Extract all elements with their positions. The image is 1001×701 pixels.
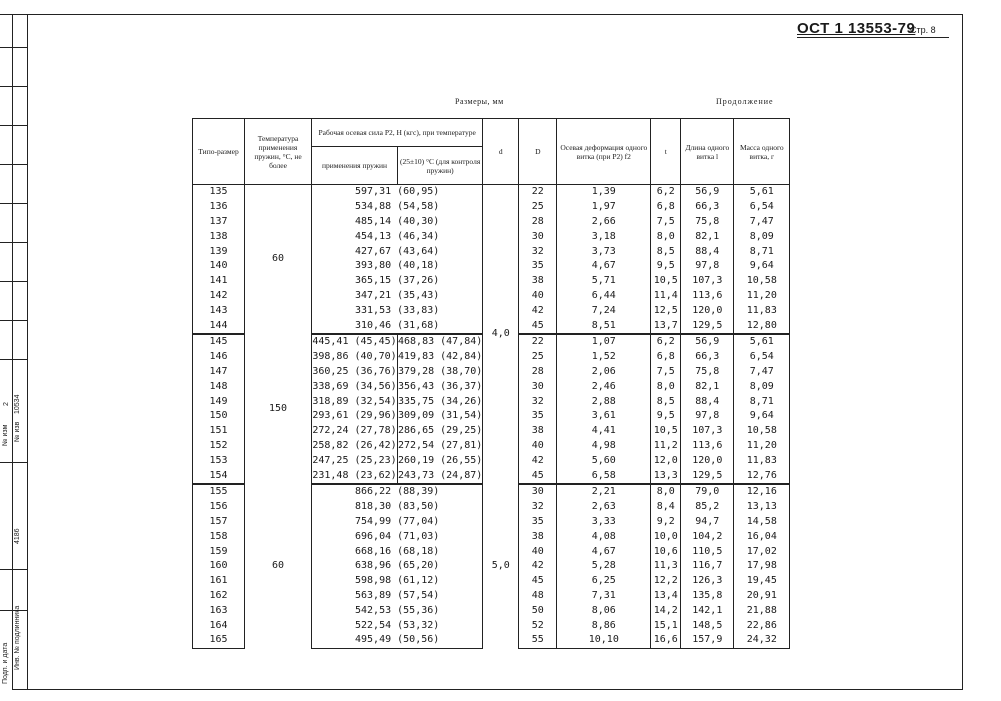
cell-length: 66,3 (681, 200, 734, 215)
header-length: Длина одного витка l (681, 119, 734, 185)
cell-force: 638,96 (65,20) (312, 559, 483, 574)
cell-mass: 14,58 (734, 515, 790, 530)
cell-deformation: 7,31 (557, 589, 651, 604)
cell-mass: 11,83 (734, 453, 790, 468)
stamp-notice-label: № изм (2, 424, 9, 446)
stamp-rule (0, 359, 27, 360)
header-deformation: Осевая деформация одного витка (при P2) f2 (557, 119, 651, 185)
cell-deformation: 4,67 (557, 259, 651, 274)
cell-length: 148,5 (681, 618, 734, 633)
cell-coil-D: 42 (519, 453, 557, 468)
cell-pitch: 12,2 (651, 574, 681, 589)
cell-mass: 13,13 (734, 500, 790, 515)
stamp-inner-line (12, 14, 13, 690)
cell-deformation: 1,97 (557, 200, 651, 215)
cell-type: 157 (193, 515, 245, 530)
cell-pitch: 6,8 (651, 200, 681, 215)
cell-mass: 24,32 (734, 633, 790, 648)
cell-mass: 22,86 (734, 618, 790, 633)
cell-pitch: 13,3 (651, 468, 681, 484)
cell-force-operating: 272,24 (27,78) (312, 424, 398, 439)
cell-pitch: 7,5 (651, 215, 681, 230)
cell-pitch: 6,2 (651, 334, 681, 350)
cell-coil-D: 35 (519, 409, 557, 424)
cell-length: 79,0 (681, 484, 734, 500)
cell-length: 75,8 (681, 365, 734, 380)
cell-deformation: 2,06 (557, 365, 651, 380)
cell-mass: 12,16 (734, 484, 790, 500)
cell-length: 129,5 (681, 468, 734, 484)
cell-length: 142,1 (681, 603, 734, 618)
page-number: Стр. 8 (910, 25, 936, 35)
cell-length: 97,8 (681, 259, 734, 274)
cell-deformation: 10,10 (557, 633, 651, 648)
cell-deformation: 3,18 (557, 229, 651, 244)
cell-deformation: 5,60 (557, 453, 651, 468)
cell-mass: 8,09 (734, 379, 790, 394)
cell-pitch: 13,4 (651, 589, 681, 604)
cell-force-control: 379,28 (38,70) (398, 365, 483, 380)
cell-type: 139 (193, 244, 245, 259)
cell-pitch: 10,6 (651, 544, 681, 559)
cell-type: 155 (193, 484, 245, 500)
cell-length: 82,1 (681, 379, 734, 394)
cell-force: 365,15 (37,26) (312, 274, 483, 289)
cell-pitch: 10,5 (651, 274, 681, 289)
cell-length: 120,0 (681, 453, 734, 468)
cell-type: 156 (193, 500, 245, 515)
header-mass: Масса одного витка, г (734, 119, 790, 185)
cell-mass: 21,88 (734, 603, 790, 618)
cell-deformation: 6,44 (557, 289, 651, 304)
cell-force-control: 419,83 (42,84) (398, 350, 483, 365)
cell-force: 485,14 (40,30) (312, 215, 483, 230)
cell-coil-D: 45 (519, 318, 557, 334)
cell-force-control: 260,19 (26,55) (398, 453, 483, 468)
cell-pitch: 15,1 (651, 618, 681, 633)
cell-coil-D: 38 (519, 274, 557, 289)
cell-force-operating: 231,48 (23,62) (312, 468, 398, 484)
cell-force: 522,54 (53,32) (312, 618, 483, 633)
cell-type: 137 (193, 215, 245, 230)
cell-pitch: 8,0 (651, 229, 681, 244)
stamp-rule (0, 320, 27, 321)
table-row (193, 484, 790, 500)
cell-pitch: 8,0 (651, 379, 681, 394)
cell-force: 495,49 (50,56) (312, 633, 483, 648)
cell-deformation: 3,61 (557, 409, 651, 424)
cell-pitch: 13,7 (651, 318, 681, 334)
cell-deformation: 1,39 (557, 185, 651, 200)
stamp-rule (0, 242, 27, 243)
cell-force: 598,98 (61,12) (312, 574, 483, 589)
stamp-rule (0, 462, 27, 463)
cell-force-control: 468,83 (47,84) (398, 334, 483, 350)
cell-length: 66,3 (681, 350, 734, 365)
cell-force-operating: 360,25 (36,76) (312, 365, 398, 380)
cell-force: 454,13 (46,34) (312, 229, 483, 244)
stamp-rule (0, 164, 27, 165)
cell-type: 146 (193, 350, 245, 365)
table-body (193, 185, 790, 649)
cell-type: 142 (193, 289, 245, 304)
stamp-rule (0, 125, 27, 126)
cell-deformation: 4,41 (557, 424, 651, 439)
margin-stamp (0, 14, 27, 690)
stamp-rule (0, 14, 27, 15)
cell-type: 153 (193, 453, 245, 468)
cell-force-control: 272,54 (27,81) (398, 439, 483, 454)
cell-deformation: 7,24 (557, 303, 651, 318)
header-underline (797, 37, 949, 38)
spring-spec-table (192, 118, 790, 649)
cell-type: 150 (193, 409, 245, 424)
cell-force: 310,46 (31,68) (312, 318, 483, 334)
cell-wire-d: 4,0 (483, 185, 519, 484)
cell-mass: 5,61 (734, 185, 790, 200)
cell-pitch: 8,5 (651, 394, 681, 409)
cell-force: 866,22 (88,39) (312, 484, 483, 500)
cell-pitch: 11,2 (651, 439, 681, 454)
cell-coil-D: 35 (519, 515, 557, 530)
cell-coil-D: 50 (519, 603, 557, 618)
cell-length: 56,9 (681, 185, 734, 200)
cell-pitch: 9,5 (651, 259, 681, 274)
cell-mass: 9,64 (734, 259, 790, 274)
stamp-rule (0, 281, 27, 282)
cell-type: 159 (193, 544, 245, 559)
cell-deformation: 4,08 (557, 529, 651, 544)
cell-pitch: 6,2 (651, 185, 681, 200)
cell-force: 696,04 (71,03) (312, 529, 483, 544)
cell-length: 113,6 (681, 289, 734, 304)
cell-coil-D: 42 (519, 559, 557, 574)
stamp-rule (0, 47, 27, 48)
cell-coil-D: 40 (519, 544, 557, 559)
cell-deformation: 2,63 (557, 500, 651, 515)
cell-type: 149 (193, 394, 245, 409)
cell-mass: 16,04 (734, 529, 790, 544)
frame-left-line (27, 14, 28, 690)
cell-mass: 17,02 (734, 544, 790, 559)
cell-length: 75,8 (681, 215, 734, 230)
cell-deformation: 6,58 (557, 468, 651, 484)
cell-deformation: 6,25 (557, 574, 651, 589)
cell-pitch: 8,4 (651, 500, 681, 515)
cell-force: 534,88 (54,58) (312, 200, 483, 215)
cell-type: 154 (193, 468, 245, 484)
cell-force-operating: 445,41 (45,45) (312, 334, 398, 350)
cell-coil-D: 30 (519, 229, 557, 244)
header-force: Рабочая осевая сила P2, Н (кгс), при температуре (312, 119, 483, 147)
cell-length: 157,9 (681, 633, 734, 648)
cell-mass: 10,58 (734, 424, 790, 439)
cell-force-operating: 293,61 (29,96) (312, 409, 398, 424)
cell-force: 818,30 (83,50) (312, 500, 483, 515)
cell-force: 331,53 (33,83) (312, 303, 483, 318)
cell-length: 129,5 (681, 318, 734, 334)
cell-coil-D: 28 (519, 215, 557, 230)
cell-type: 135 (193, 185, 245, 200)
document-id-text: ОСТ 1 13553-79 (797, 20, 916, 37)
cell-type: 152 (193, 439, 245, 454)
cell-deformation: 3,33 (557, 515, 651, 530)
cell-pitch: 12,0 (651, 453, 681, 468)
cell-coil-D: 32 (519, 394, 557, 409)
cell-pitch: 11,3 (651, 559, 681, 574)
cell-coil-D: 32 (519, 244, 557, 259)
cell-type: 145 (193, 334, 245, 350)
cell-temperature: 60 (245, 185, 312, 334)
cell-type: 141 (193, 274, 245, 289)
cell-length: 126,3 (681, 574, 734, 589)
cell-deformation: 2,46 (557, 379, 651, 394)
cell-deformation: 5,71 (557, 274, 651, 289)
cell-mass: 7,47 (734, 365, 790, 380)
cell-deformation: 2,88 (557, 394, 651, 409)
cell-length: 97,8 (681, 409, 734, 424)
cell-coil-D: 28 (519, 365, 557, 380)
cell-length: 88,4 (681, 394, 734, 409)
stamp-rule (0, 86, 27, 87)
cell-coil-D: 38 (519, 424, 557, 439)
cell-coil-D: 30 (519, 484, 557, 500)
header-force-control: (25±10) °С (для контроля пружин) (398, 147, 483, 185)
cell-mass: 7,47 (734, 215, 790, 230)
cell-mass: 12,76 (734, 468, 790, 484)
cell-temperature: 60 (245, 484, 312, 648)
cell-length: 82,1 (681, 229, 734, 244)
cell-coil-D: 30 (519, 379, 557, 394)
stamp-rule (0, 569, 27, 570)
cell-type: 144 (193, 318, 245, 334)
cell-type: 158 (193, 529, 245, 544)
cell-deformation: 1,07 (557, 334, 651, 350)
cell-mass: 17,98 (734, 559, 790, 574)
cell-force-operating: 338,69 (34,56) (312, 379, 398, 394)
cell-type: 164 (193, 618, 245, 633)
stamp-doc-no: 10534 (14, 394, 21, 414)
frame-top-line (27, 14, 962, 15)
stamp-sign-label: Подп. и дата (2, 642, 9, 684)
cell-type: 163 (193, 603, 245, 618)
cell-force-operating: 398,86 (40,70) (312, 350, 398, 365)
cell-coil-D: 42 (519, 303, 557, 318)
cell-coil-D: 35 (519, 259, 557, 274)
cell-length: 113,6 (681, 439, 734, 454)
cell-deformation: 1,52 (557, 350, 651, 365)
cell-mass: 8,71 (734, 244, 790, 259)
cell-type: 160 (193, 559, 245, 574)
cell-pitch: 16,6 (651, 633, 681, 648)
stamp-inv-label: Инв. № подлинника (14, 605, 21, 670)
cell-deformation: 3,73 (557, 244, 651, 259)
cell-deformation: 4,98 (557, 439, 651, 454)
cell-force: 347,21 (35,43) (312, 289, 483, 304)
cell-mass: 8,71 (734, 394, 790, 409)
cell-force: 754,99 (77,04) (312, 515, 483, 530)
cell-length: 88,4 (681, 244, 734, 259)
cell-temperature: 150 (245, 334, 312, 484)
header-force-operating: применения пружин (312, 147, 398, 185)
cell-length: 116,7 (681, 559, 734, 574)
cell-coil-D: 45 (519, 468, 557, 484)
cell-force-operating: 258,82 (26,42) (312, 439, 398, 454)
cell-length: 107,3 (681, 274, 734, 289)
cell-deformation: 8,86 (557, 618, 651, 633)
cell-mass: 11,20 (734, 439, 790, 454)
cell-length: 107,3 (681, 424, 734, 439)
cell-type: 148 (193, 379, 245, 394)
header-type: Типо-размер (193, 119, 245, 185)
cell-force: 563,89 (57,54) (312, 589, 483, 604)
dimensions-caption: Размеры, мм (455, 97, 504, 106)
cell-length: 94,7 (681, 515, 734, 530)
cell-type: 140 (193, 259, 245, 274)
cell-coil-D: 22 (519, 334, 557, 350)
cell-length: 120,0 (681, 303, 734, 318)
cell-length: 110,5 (681, 544, 734, 559)
cell-pitch: 9,5 (651, 409, 681, 424)
cell-mass: 9,64 (734, 409, 790, 424)
cell-mass: 12,80 (734, 318, 790, 334)
cell-mass: 6,54 (734, 200, 790, 215)
cell-coil-D: 22 (519, 185, 557, 200)
cell-coil-D: 25 (519, 350, 557, 365)
cell-deformation: 8,51 (557, 318, 651, 334)
cell-coil-D: 55 (519, 633, 557, 648)
header-wire-d: d (483, 119, 519, 185)
cell-pitch: 8,5 (651, 244, 681, 259)
cell-coil-D: 45 (519, 574, 557, 589)
cell-length: 135,8 (681, 589, 734, 604)
stamp-rule (0, 203, 27, 204)
cell-force: 393,80 (40,18) (312, 259, 483, 274)
frame-bottom-line (12, 689, 963, 690)
cell-type: 161 (193, 574, 245, 589)
cell-type: 165 (193, 633, 245, 648)
cell-deformation: 2,66 (557, 215, 651, 230)
stamp-izm-label: № изв (14, 421, 21, 442)
cell-pitch: 11,4 (651, 289, 681, 304)
cell-pitch: 14,2 (651, 603, 681, 618)
cell-mass: 11,83 (734, 303, 790, 318)
stamp-change-no: 2 (3, 402, 10, 406)
cell-coil-D: 25 (519, 200, 557, 215)
cell-mass: 20,91 (734, 589, 790, 604)
cell-length: 85,2 (681, 500, 734, 515)
cell-coil-D: 40 (519, 289, 557, 304)
document-id (797, 20, 915, 37)
cell-force: 597,31 (60,95) (312, 185, 483, 200)
cell-mass: 8,09 (734, 229, 790, 244)
header-temperature: Температура применения пружин, °С, не более (245, 119, 312, 185)
cell-force-operating: 318,89 (32,54) (312, 394, 398, 409)
cell-deformation: 5,28 (557, 559, 651, 574)
cell-force-control: 335,75 (34,26) (398, 394, 483, 409)
cell-pitch: 10,0 (651, 529, 681, 544)
frame-right-line (962, 14, 963, 690)
cell-type: 147 (193, 365, 245, 380)
cell-mass: 5,61 (734, 334, 790, 350)
cell-mass: 11,20 (734, 289, 790, 304)
cell-force-control: 243,73 (24,87) (398, 468, 483, 484)
cell-force-control: 356,43 (36,37) (398, 379, 483, 394)
stamp-inv-no: 4186 (14, 528, 21, 544)
cell-deformation: 2,21 (557, 484, 651, 500)
cell-pitch: 12,5 (651, 303, 681, 318)
table-row (193, 185, 790, 200)
cell-coil-D: 32 (519, 500, 557, 515)
cell-coil-D: 40 (519, 439, 557, 454)
cell-pitch: 9,2 (651, 515, 681, 530)
cell-coil-D: 48 (519, 589, 557, 604)
cell-deformation: 4,67 (557, 544, 651, 559)
cell-pitch: 6,8 (651, 350, 681, 365)
header-coil-D: D (519, 119, 557, 185)
cell-pitch: 10,5 (651, 424, 681, 439)
cell-type: 162 (193, 589, 245, 604)
cell-length: 56,9 (681, 334, 734, 350)
header-pitch: t (651, 119, 681, 185)
cell-type: 138 (193, 229, 245, 244)
cell-force-control: 286,65 (29,25) (398, 424, 483, 439)
cell-coil-D: 38 (519, 529, 557, 544)
cell-force: 427,67 (43,64) (312, 244, 483, 259)
cell-type: 136 (193, 200, 245, 215)
cell-coil-D: 52 (519, 618, 557, 633)
cell-mass: 10,58 (734, 274, 790, 289)
continuation-caption: Продолжение (716, 97, 774, 106)
cell-type: 151 (193, 424, 245, 439)
cell-force: 668,16 (68,18) (312, 544, 483, 559)
cell-type: 143 (193, 303, 245, 318)
cell-pitch: 7,5 (651, 365, 681, 380)
cell-mass: 6,54 (734, 350, 790, 365)
cell-force: 542,53 (55,36) (312, 603, 483, 618)
cell-length: 104,2 (681, 529, 734, 544)
cell-mass: 19,45 (734, 574, 790, 589)
cell-force-control: 309,09 (31,54) (398, 409, 483, 424)
cell-force-operating: 247,25 (25,23) (312, 453, 398, 468)
cell-pitch: 8,0 (651, 484, 681, 500)
cell-wire-d: 5,0 (483, 484, 519, 648)
cell-deformation: 8,06 (557, 603, 651, 618)
